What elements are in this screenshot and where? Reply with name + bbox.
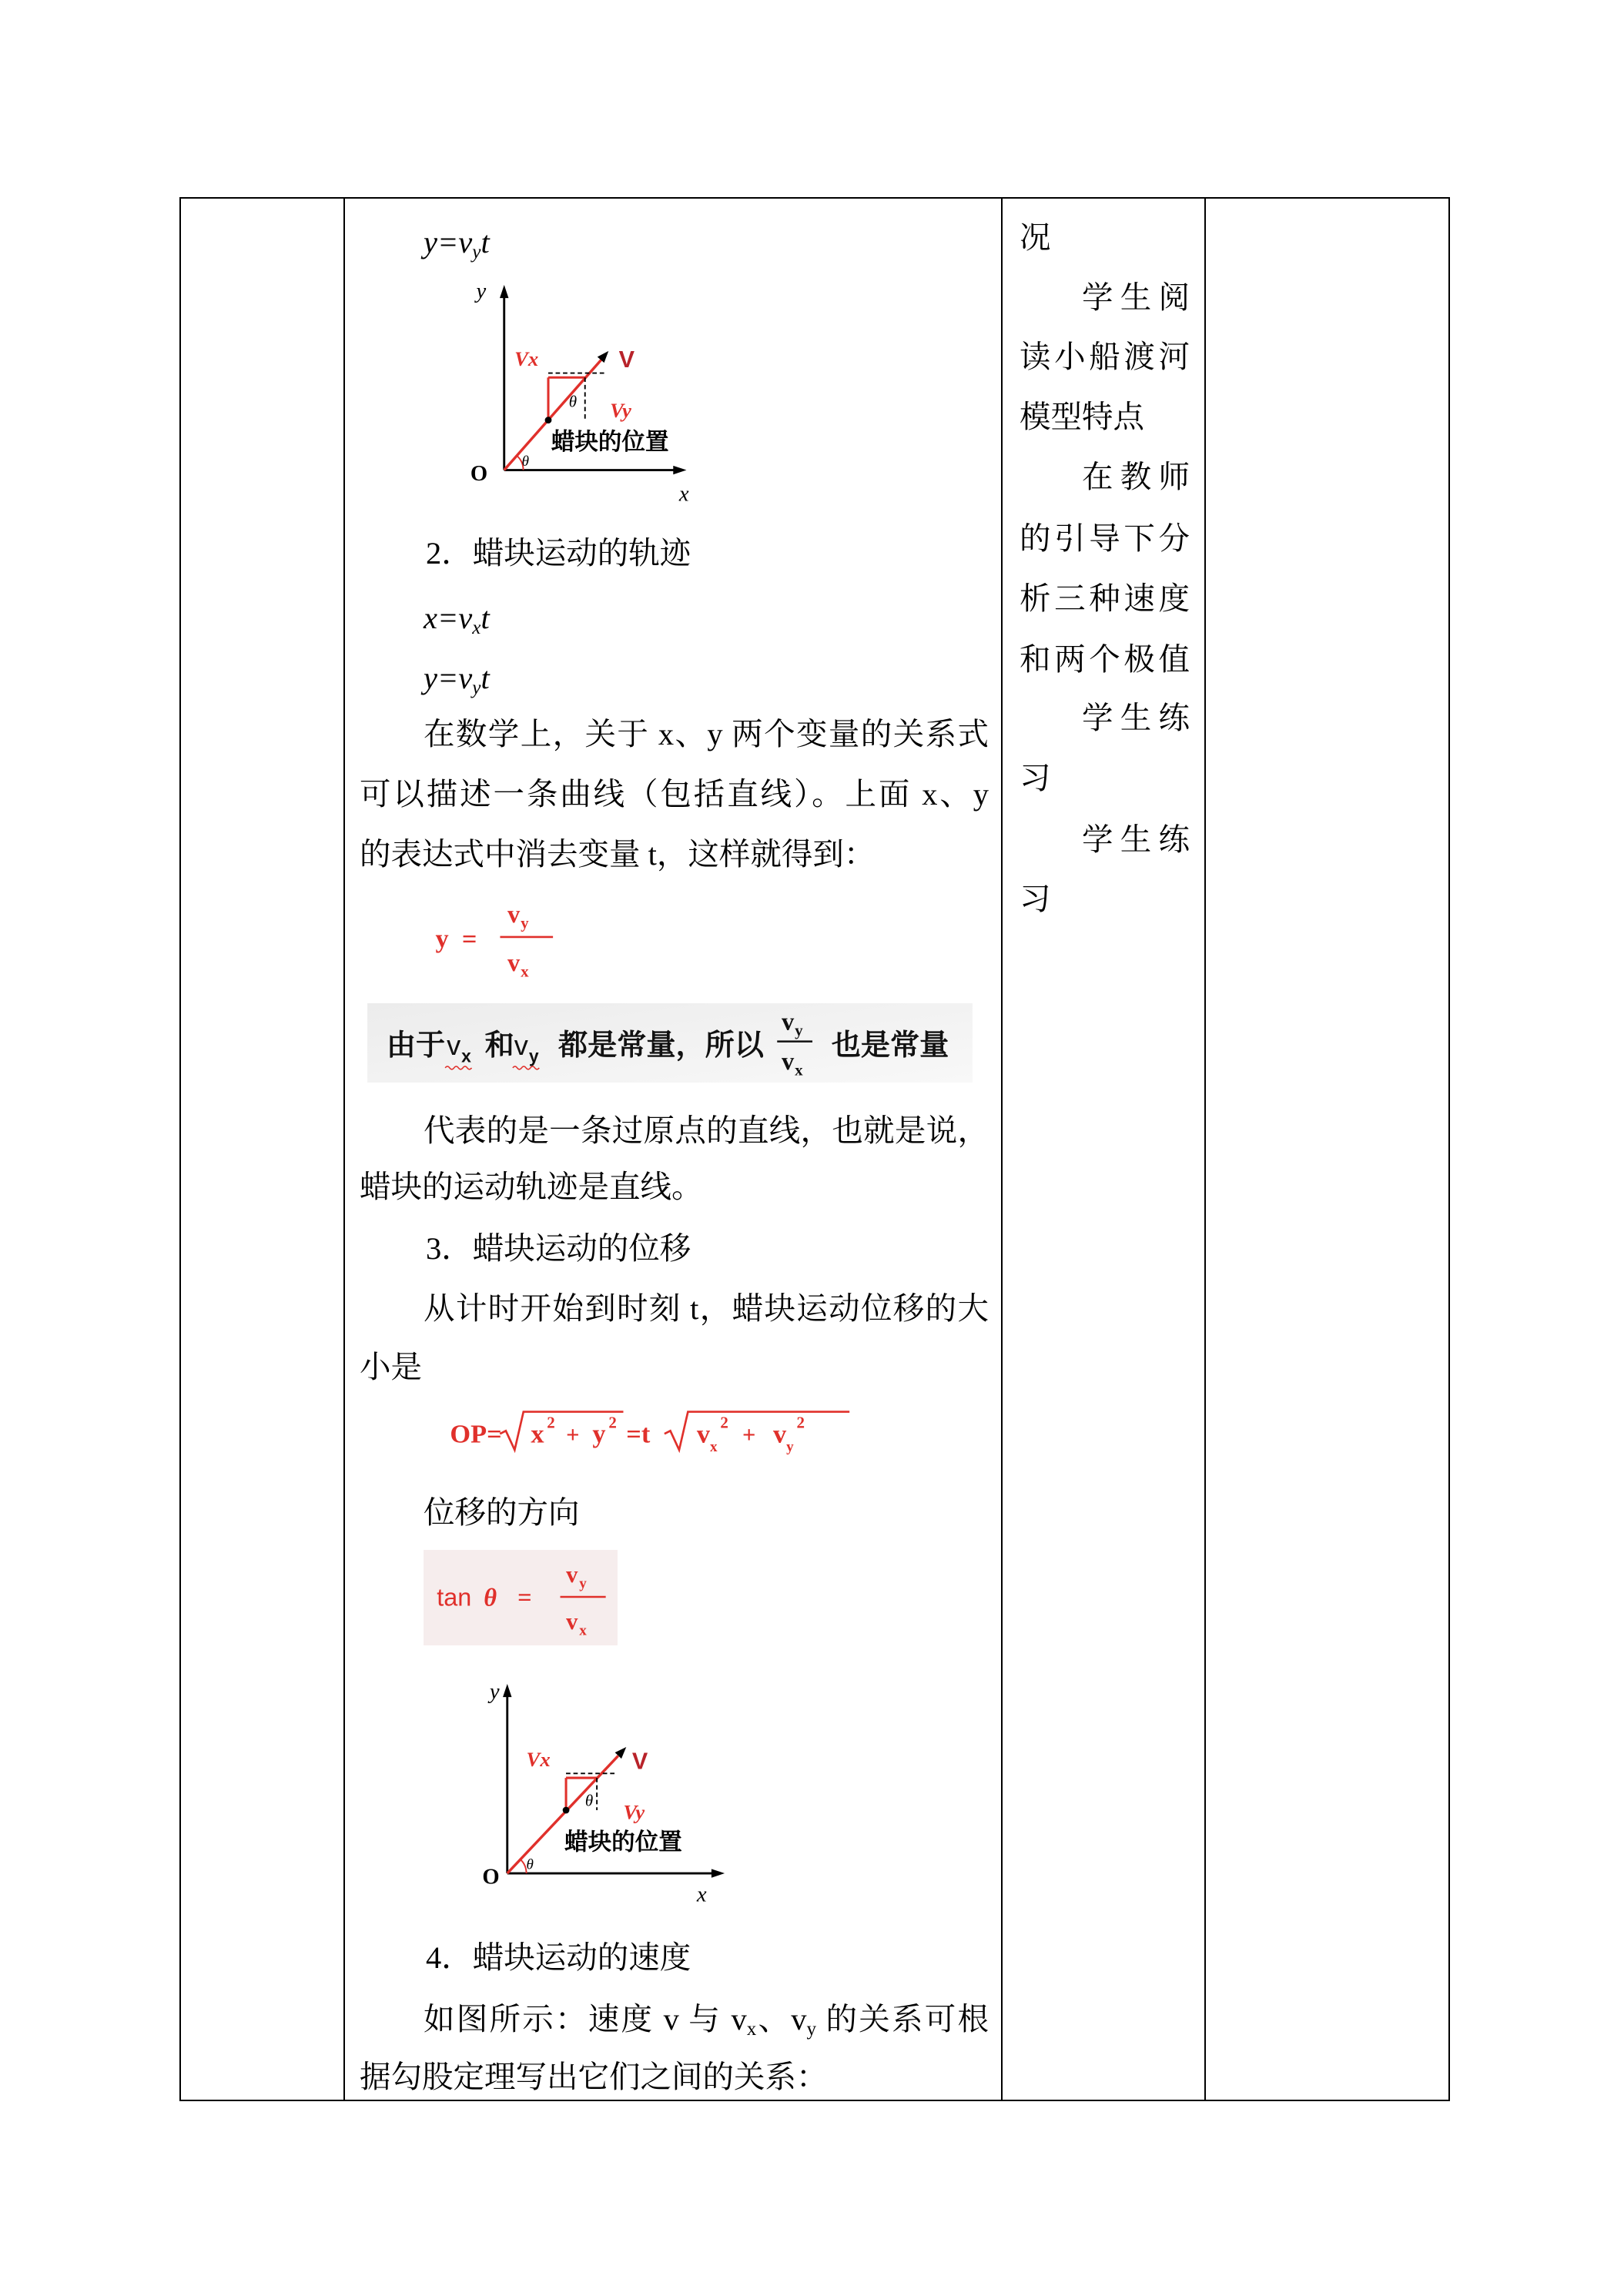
velocity-vector [507, 1755, 618, 1873]
denominator-subscript: x [579, 1622, 587, 1639]
paragraph-line [424, 2002, 989, 2040]
eq-subscript: y [472, 242, 481, 263]
vy-label: Vy [610, 398, 631, 422]
formula-lhs: y [435, 924, 449, 954]
paragraph-line: 在数学上，关于 x、y 两个变量的关系式 [424, 717, 989, 751]
theta-rect-label: θ [584, 1791, 594, 1810]
paragraph-subscript: x [746, 2019, 757, 2040]
student-activity-line: 析三种速度 [1020, 581, 1190, 616]
paragraph-subscript: y [806, 2019, 817, 2040]
theta-origin-label: θ [521, 453, 530, 470]
formula-superscript: 2 [547, 1413, 555, 1432]
formula-y-ratio [424, 889, 559, 984]
numerator-subscript: y [795, 1020, 803, 1039]
eq-text: t [481, 225, 490, 259]
origin-label: O [470, 460, 488, 486]
denominator-v: v [781, 1047, 795, 1076]
paragraph-text: 如图所示：速度 v 与 v [424, 2002, 747, 2037]
direction-label: 位移的方向 [424, 1495, 580, 1530]
position-label: 蜡块的位置 [551, 428, 669, 455]
formula-superscript: 2 [796, 1413, 805, 1432]
formula-displacement [441, 1403, 852, 1469]
eq-subscript: y [472, 678, 481, 699]
denominator-v: v [507, 949, 521, 977]
formula-tan: tan [437, 1583, 472, 1612]
x-axis-arrow [712, 1869, 725, 1877]
x-axis-label: x [696, 1883, 707, 1907]
velocity-diagram-1 [419, 269, 742, 511]
formula-equals: = [461, 924, 477, 954]
origin-label: O [482, 1865, 500, 1889]
position-label: 蜡块的位置 [564, 1829, 682, 1856]
note-text: 由于 [386, 1028, 446, 1062]
v-label: V [631, 1748, 648, 1775]
equation-y-vy-t [424, 661, 490, 699]
note-subscript: y [528, 1046, 539, 1066]
angle-arc [521, 1859, 527, 1873]
x-axis-arrow [673, 466, 686, 474]
formula-y: y [592, 1419, 606, 1449]
position-dot [563, 1807, 570, 1814]
paragraph-line: 据勾股定理写出它们之间的关系： [360, 2060, 828, 2094]
position-dot [545, 417, 552, 423]
column-divider [1001, 197, 1003, 2101]
heading-displacement: 3．蜡块运动的位移 [426, 1231, 691, 1266]
student-activity-line: 读小船渡河 [1020, 340, 1190, 374]
paragraph-line: 代表的是一条过原点的直线，也就是说， [424, 1113, 989, 1148]
paragraph-line: 蜡块的运动轨迹是直线。 [360, 1170, 703, 1204]
student-activity-line: 学生阅 [1082, 280, 1190, 315]
formula-lhs: OP= [450, 1419, 502, 1449]
formula-x: x [531, 1419, 544, 1449]
formula-v: v [696, 1419, 710, 1449]
student-activity-line: 在教师 [1082, 460, 1190, 494]
eq-text: t [481, 661, 490, 695]
heading-trajectory: 2．蜡块运动的轨迹 [426, 536, 691, 571]
formula-tan-theta [424, 1550, 618, 1645]
note-text: 也是常量 [831, 1028, 949, 1062]
theta-origin-label: θ [526, 1856, 534, 1873]
formula-superscript: 2 [608, 1413, 617, 1432]
eq-subscript: x [472, 618, 481, 639]
radical-sign [665, 1412, 849, 1451]
vy-label: Vy [623, 1800, 645, 1824]
student-activity-line: 习 [1020, 882, 1051, 916]
vx-label: Vx [526, 1747, 551, 1771]
theta-rect-label: θ [568, 392, 578, 411]
vx-label: Vx [514, 347, 539, 370]
column-divider [343, 197, 345, 2101]
paragraph-line: 从计时开始到时刻 t，蜡块运动位移的大 [424, 1291, 989, 1326]
student-activity-line: 的引导下分 [1020, 521, 1190, 556]
student-activity-line: 学生练 [1082, 822, 1190, 857]
numerator-v: v [781, 1008, 795, 1036]
numerator-v: v [566, 1561, 578, 1588]
note-v: v [514, 1029, 528, 1061]
student-activity-line: 习 [1020, 761, 1051, 795]
formula-plus: + [566, 1421, 580, 1448]
lesson-table [179, 197, 1450, 2101]
y-axis-label: y [476, 279, 487, 304]
formula-v: v [773, 1419, 787, 1449]
numerator-subscript: y [579, 1575, 587, 1592]
note-v: v [447, 1029, 461, 1061]
denominator-v: v [566, 1608, 578, 1635]
formula-plus: + [742, 1421, 756, 1448]
paragraph-line: 小是 [360, 1350, 422, 1384]
note-text: 和 [484, 1028, 514, 1062]
paragraph-text: 的关系可根 [816, 2002, 989, 2037]
denominator-subscript: x [795, 1060, 803, 1079]
numerator-subscript: y [521, 913, 529, 932]
v-label: V [618, 346, 635, 373]
denominator-subscript: x [521, 962, 529, 981]
eq-text: y=v [424, 661, 473, 695]
formula-subscript: x [710, 1439, 718, 1456]
constant-ratio-note [367, 1003, 973, 1083]
heading-velocity: 4．蜡块运动的速度 [426, 1940, 691, 1975]
note-text: 都是常量，所以 [558, 1028, 764, 1062]
equation-y-vy-t [424, 225, 490, 263]
paragraph-line: 的表达式中消去变量 t，这样就得到： [360, 837, 876, 872]
eq-text: x=v [424, 601, 473, 635]
y-axis-label: y [489, 1680, 500, 1705]
column-divider [1204, 197, 1206, 2101]
note-subscript: x [461, 1046, 471, 1066]
eq-text: y=v [424, 225, 473, 259]
student-activity-line: 况 [1020, 220, 1051, 255]
formula-equals-t: =t [626, 1419, 651, 1449]
student-activity-line: 模型特点 [1020, 400, 1144, 434]
student-activity-line: 学生练 [1082, 701, 1190, 735]
paragraph-line: 可以描述一条曲线（包括直线）。上面 x、y [360, 777, 989, 812]
formula-subscript: y [786, 1439, 794, 1456]
equation-x-vx-t [424, 601, 490, 639]
formula-theta: θ [484, 1584, 497, 1612]
numerator-v: v [507, 900, 521, 929]
paragraph-text: 、v [756, 2002, 807, 2037]
x-axis-label: x [678, 481, 689, 507]
eq-text: t [481, 601, 490, 635]
y-axis-arrow [500, 285, 508, 298]
student-activity-line: 和两个极值 [1020, 642, 1190, 677]
velocity-diagram-2 [424, 1668, 742, 1922]
formula-equals: = [517, 1584, 532, 1612]
y-axis-arrow [503, 1684, 511, 1697]
formula-superscript: 2 [720, 1413, 728, 1432]
